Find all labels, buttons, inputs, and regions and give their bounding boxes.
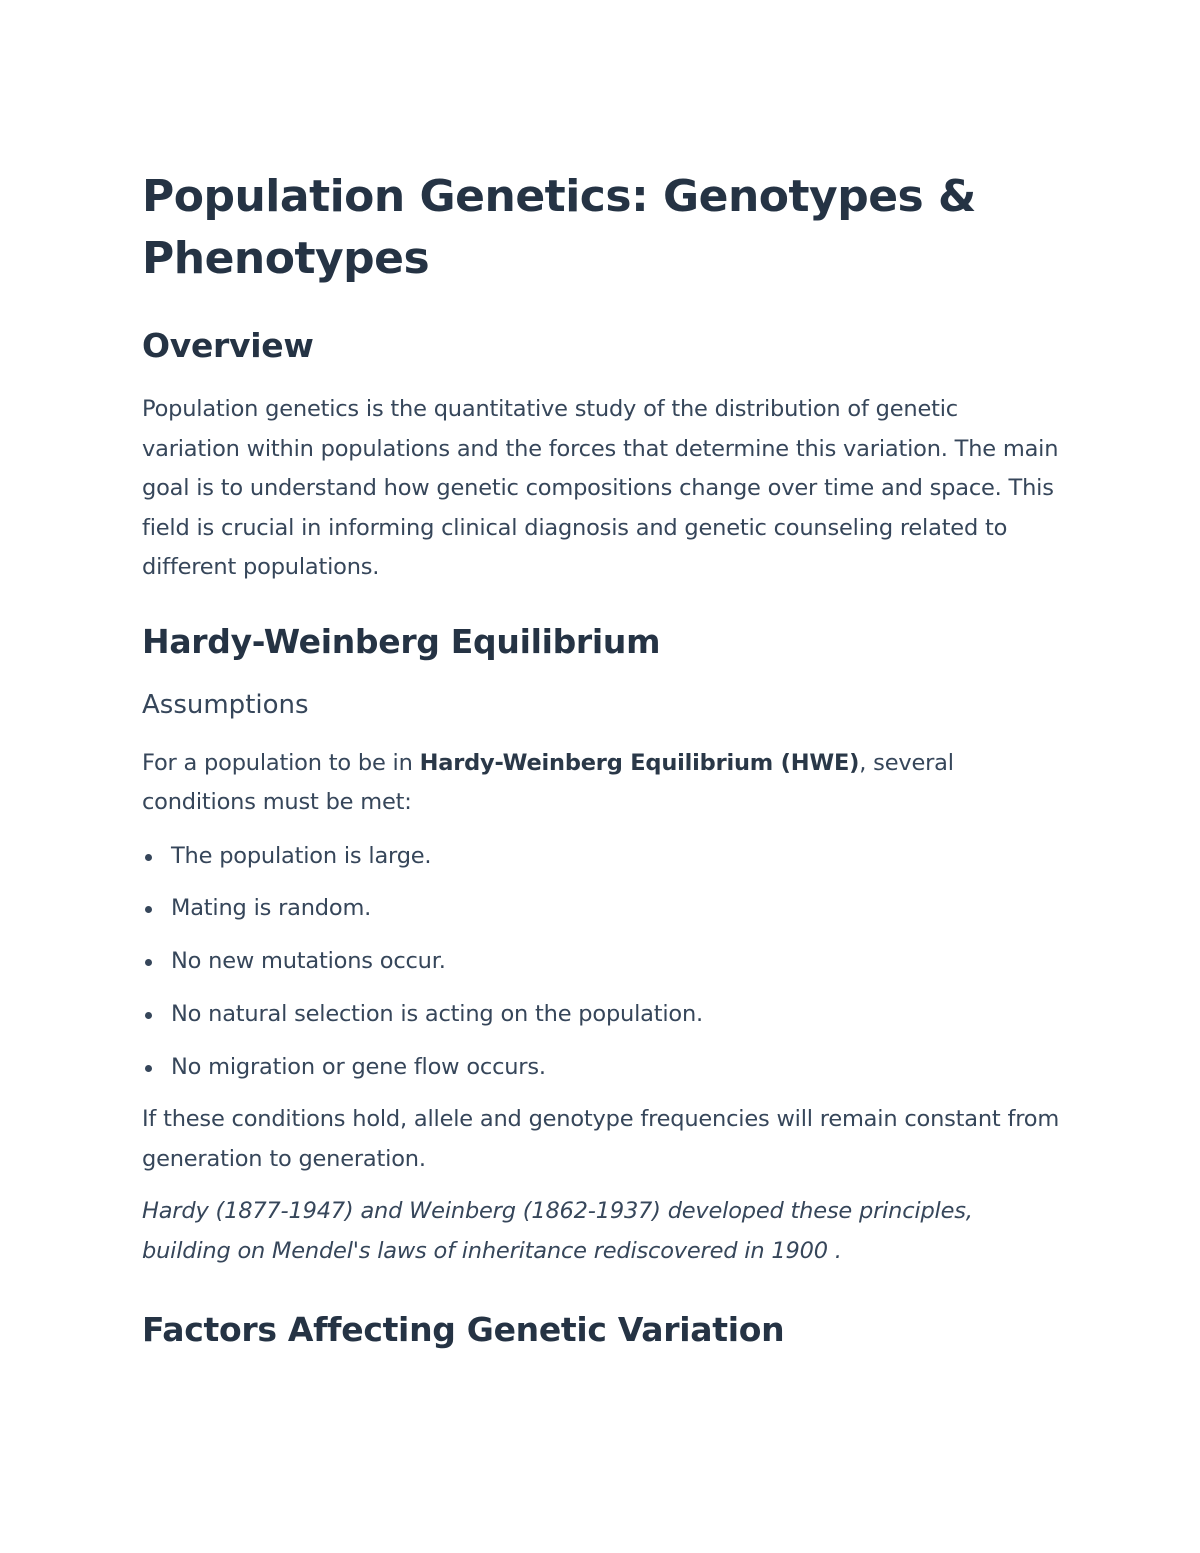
list-item-text: No natural selection is acting on the population. [171, 1000, 703, 1027]
list-item-text: No migration or gene flow occurs. [171, 1053, 546, 1080]
bullet-icon [145, 854, 152, 861]
bullet-icon [145, 1012, 152, 1019]
page-title: Population Genetics: Genotypes & Phenotypes [142, 171, 976, 284]
bullet-icon [145, 1065, 152, 1072]
factors-heading: Factors Affecting Genetic Variation [142, 1310, 785, 1350]
hwe-heading: Hardy-Weinberg Equilibrium [142, 621, 661, 661]
list-item [142, 1048, 1062, 1088]
hwe-history-note: Hardy (1877-1947) and Weinberg (1862-1937) developed these principles, building on Mendel's laws of inheritance rediscovered in 1900 . [142, 1198, 973, 1264]
bullet-icon [145, 906, 152, 913]
list-item-text: No new mutations occur. [171, 948, 446, 975]
assumptions-heading: Assumptions [142, 689, 309, 720]
overview-paragraph: Population genetics is the quantitative study of the distribution of genetic variation within populations and the forces that determine this variation. The main goal is to understand how genetic compositions change over time and space. This field is crucial in informing clinical diagnosis and genetic counseling related to different populations. [142, 396, 1059, 580]
list-item [142, 995, 1062, 1035]
list-item [142, 889, 1062, 929]
list-item-text: Mating is random. [171, 895, 372, 922]
list-item-text: The population is large. [171, 842, 432, 869]
document-page [142, 166, 1062, 1352]
hwe-result-paragraph: If these conditions hold, allele and genotype frequencies will remain constant from generation to generation. [142, 1106, 1060, 1172]
hwe-intro-text: For a population to be in [142, 749, 420, 776]
hwe-intro-paragraph [142, 744, 1062, 823]
conditions-list [142, 837, 1062, 1088]
bullet-icon [145, 959, 152, 966]
list-item [142, 942, 1062, 982]
hwe-term: Hardy-Weinberg Equilibrium (HWE) [419, 749, 860, 776]
overview-heading: Overview [142, 326, 314, 365]
list-item [142, 837, 1062, 877]
hwe-intro-text-end: , several conditions must be met: [142, 749, 954, 815]
